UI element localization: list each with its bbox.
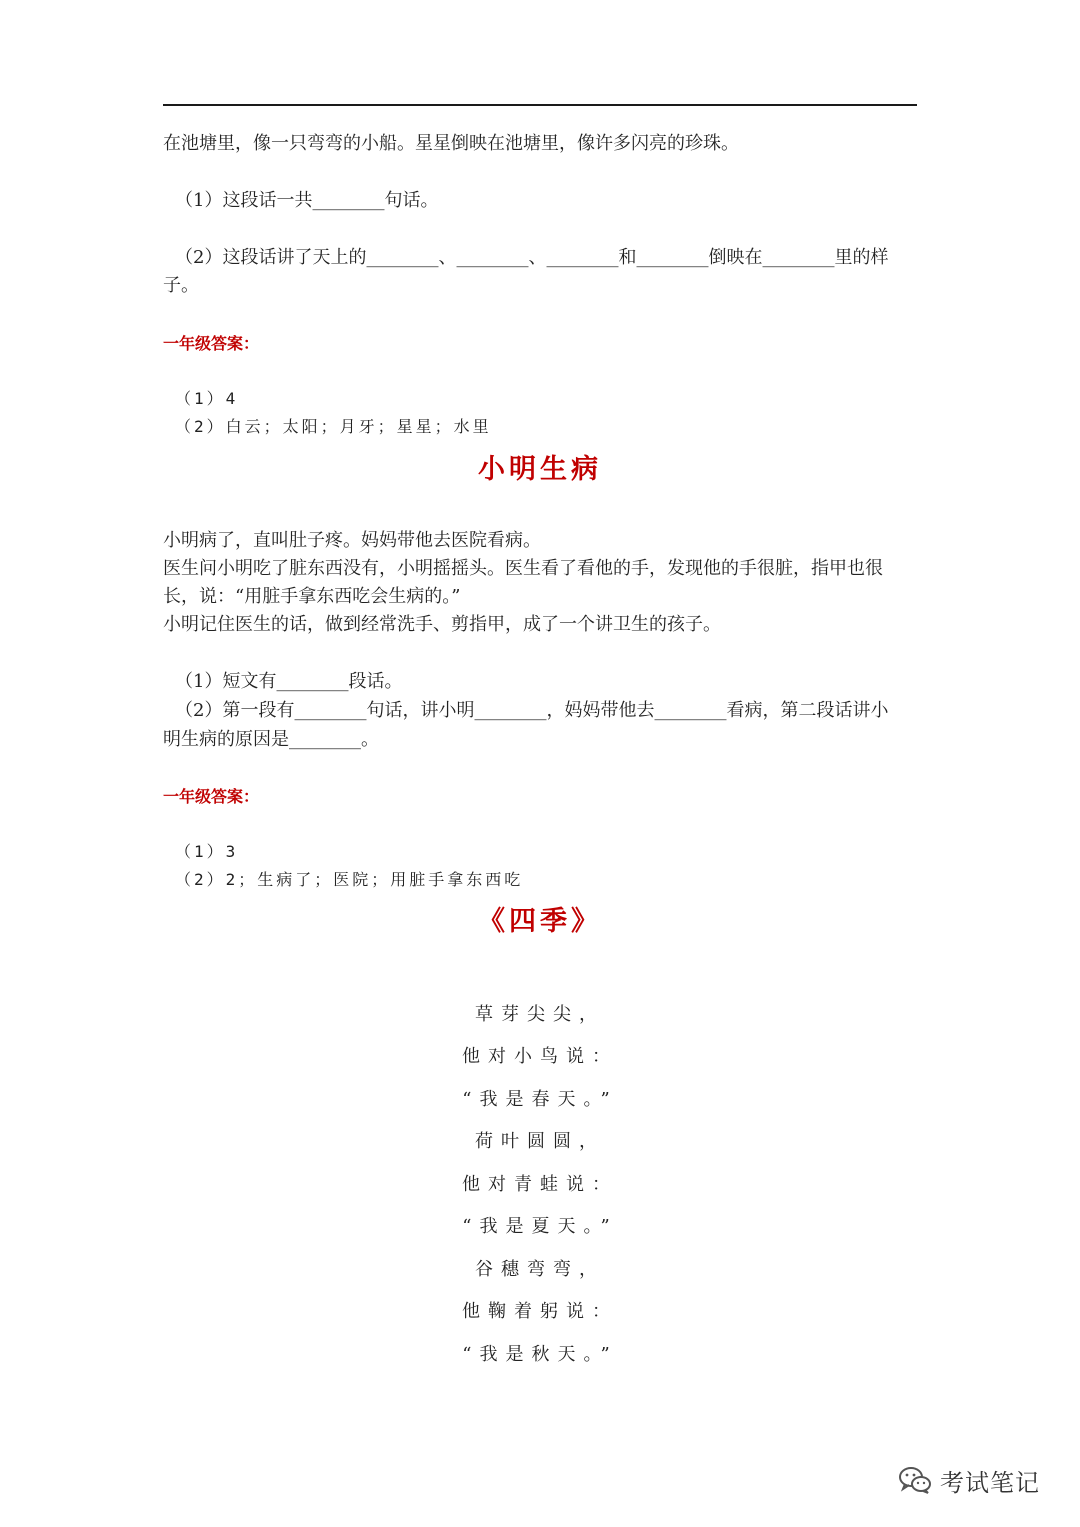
poem-line: 他对小鸟说： — [462, 1046, 618, 1067]
header-rule — [163, 104, 917, 106]
question-2-line2: 明生病的原因是________。 — [163, 729, 379, 750]
story-paragraph-3: 小明记住医生的话，做到经常洗手、剪指甲，成了一个讲卫生的孩子。 — [163, 614, 721, 635]
poem-line: 荷叶圆圆， — [475, 1131, 605, 1152]
answer-2: （2）2；生病了；医院；用脏手拿东西吃 — [175, 870, 524, 889]
story-paragraph-1: 小明病了，直叫肚子疼。妈妈带他去医院看病。 — [163, 530, 541, 551]
story-paragraph-2-line1: 医生问小明吃了脏东西没有，小明摇摇头。医生看了看他的手，发现他的手很脏，指甲也很 — [163, 558, 883, 579]
poem-title: 《四季》 — [478, 906, 602, 937]
answer-1: （1）3 — [175, 842, 239, 861]
answer-2: （2）白云；太阳；月牙；星星；水里 — [175, 417, 492, 436]
poem-line: “我是秋天。” — [462, 1344, 618, 1365]
poem-line: 他鞠着躬说： — [462, 1301, 618, 1322]
watermark-text: 考试笔记 — [940, 1468, 1040, 1497]
answer-label: 一年级答案： — [163, 787, 260, 806]
question-1: （1）这段话一共________句话。 — [175, 190, 439, 211]
poem-line: 他对青蛙说： — [462, 1174, 618, 1195]
wechat-icon — [898, 1465, 932, 1495]
question-2-line1: （2）第一段有________句话，讲小明________，妈妈带他去________看病，第二段话讲小 — [175, 700, 889, 721]
story-paragraph-2-line2: 长，说：“用脏手拿东西吃会生病的。” — [163, 586, 461, 607]
question-2-line1: （2）这段话讲了天上的________、________、________和________倒映在________里的样 — [175, 247, 889, 268]
question-1: （1）短文有________段话。 — [175, 671, 403, 692]
passage-text: 在池塘里，像一只弯弯的小船。星星倒映在池塘里，像许多闪亮的珍珠。 — [163, 133, 739, 154]
poem-line: 谷穗弯弯， — [475, 1259, 605, 1280]
poem-line: “我是春天。” — [462, 1089, 618, 1110]
answer-1: （1）4 — [175, 389, 239, 408]
answer-label: 一年级答案： — [163, 334, 260, 353]
question-2-line2: 子。 — [163, 275, 199, 296]
poem-line: “我是夏天。” — [462, 1216, 618, 1237]
section-title: 小明生病 — [478, 454, 602, 485]
poem-line: 草芽尖尖， — [475, 1004, 605, 1025]
watermark — [898, 1460, 1040, 1500]
